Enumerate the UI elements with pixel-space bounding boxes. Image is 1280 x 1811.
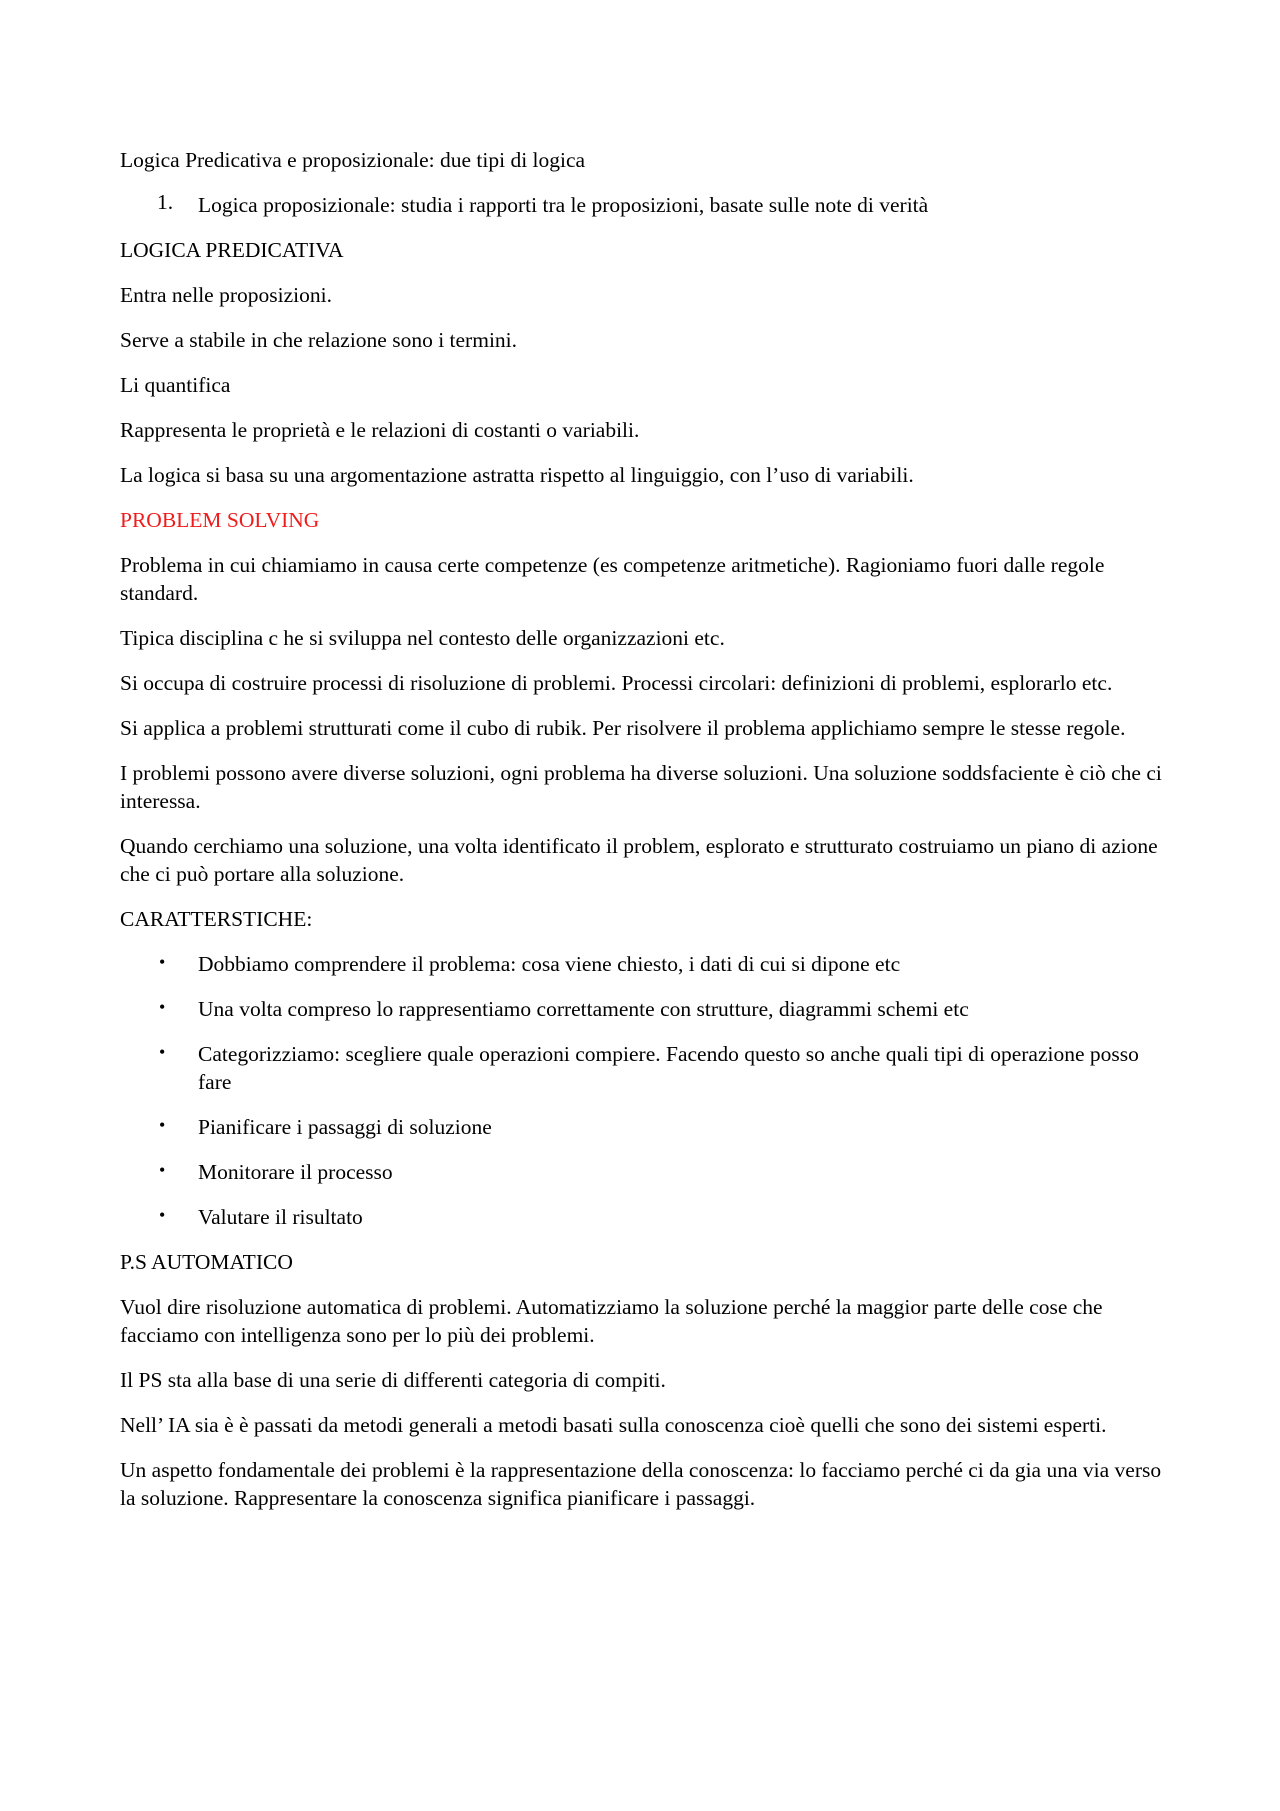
bullet-icon: • <box>159 1042 166 1062</box>
list-number: 1. <box>157 190 174 214</box>
section-title-ps-automatico: P.S AUTOMATICO <box>120 1250 293 1274</box>
list-item-text: Monitorare il processo <box>198 1160 393 1184</box>
bullet-icon: • <box>159 1205 166 1225</box>
paragraph: Vuol dire risoluzione automatica di problemi. Automatizziamo la soluzione perché la maggior parte delle cose che facciamo con intelligenza sono per lo più dei problemi. <box>120 1295 1103 1347</box>
paragraph: Li quantifica <box>120 373 231 397</box>
paragraph: Un aspetto fondamentale dei problemi è la rappresentazione della conoscenza: lo facciamo perché ci da gia una via verso la soluzione. Rappresentare la conoscenza significa pianificare i passaggi. <box>120 1458 1162 1510</box>
bullet-list-item <box>120 1158 1170 1186</box>
list-item-text: Una volta compreso lo rappresentiamo correttamente con strutture, diagrammi schemi etc <box>198 997 969 1021</box>
list-item-text: Pianificare i passaggi di soluzione <box>198 1115 492 1139</box>
bullet-list-item <box>120 1040 1170 1096</box>
bullet-list-item <box>120 995 1170 1023</box>
paragraph: I problemi possono avere diverse soluzioni, ogni problema ha diverse soluzioni. Una soluzione soddsfaciente è ciò che ci interessa. <box>120 761 1162 813</box>
section-title-logica-predicativa: LOGICA PREDICATIVA <box>120 238 344 262</box>
paragraph: Tipica disciplina c he si sviluppa nel contesto delle organizzazioni etc. <box>120 626 725 650</box>
bullet-list-item <box>120 1113 1170 1141</box>
paragraph: Entra nelle proposizioni. <box>120 283 332 307</box>
bullet-list <box>120 950 1170 1231</box>
paragraph: La logica si basa su una argomentazione astratta rispetto al linguiggio, con l’uso di variabili. <box>120 463 914 487</box>
list-item-text: Categorizziamo: scegliere quale operazioni compiere. Facendo questo so anche quali tipi di operazione posso fare <box>198 1042 1139 1094</box>
paragraph: Si occupa di costruire processi di risoluzione di problemi. Processi circolari: definizioni di problemi, esplorarlo etc. <box>120 671 1113 695</box>
bullet-list-item <box>120 950 1170 978</box>
paragraph: Nell’ IA sia è è passati da metodi generali a metodi basati sulla conoscenza cioè quelli che sono dei sistemi esperti. <box>120 1413 1107 1437</box>
list-item-text: Valutare il risultato <box>198 1205 363 1229</box>
paragraph: Serve a stabile in che relazione sono i termini. <box>120 328 518 352</box>
section-title-problem-solving: PROBLEM SOLVING <box>120 508 320 532</box>
bullet-icon: • <box>159 1160 166 1180</box>
bullet-icon: • <box>159 952 166 972</box>
bullet-list-item <box>120 1203 1170 1231</box>
paragraph: Si applica a problemi strutturati come il cubo di rubik. Per risolvere il problema applichiamo sempre le stesse regole. <box>120 716 1126 740</box>
section-title-caratteristiche: CARATTERSTICHE: <box>120 907 313 931</box>
list-item-text: Dobbiamo comprendere il problema: cosa viene chiesto, i dati di cui si dipone etc <box>198 952 901 976</box>
paragraph: Rappresenta le proprietà e le relazioni di costanti o variabili. <box>120 418 640 442</box>
paragraph: Il PS sta alla base di una serie di differenti categoria di compiti. <box>120 1368 666 1392</box>
bullet-icon: • <box>159 1115 166 1135</box>
numbered-list <box>120 191 1170 219</box>
paragraph: Problema in cui chiamiamo in causa certe competenze (es competenze aritmetiche). Ragioniamo fuori dalle regole standard. <box>120 553 1105 605</box>
paragraph: Quando cerchiamo una soluzione, una volta identificato il problem, esplorato e strutturato costruiamo un piano di azione che ci può portare alla soluzione. <box>120 834 1158 886</box>
list-item-text: Logica proposizionale: studia i rapporti tra le proposizioni, basate sulle note di verità <box>198 193 929 217</box>
numbered-list-item <box>120 191 1170 219</box>
intro-line: Logica Predicativa e proposizionale: due tipi di logica <box>120 148 586 172</box>
bullet-icon: • <box>159 997 166 1017</box>
document-page <box>120 146 1170 1529</box>
